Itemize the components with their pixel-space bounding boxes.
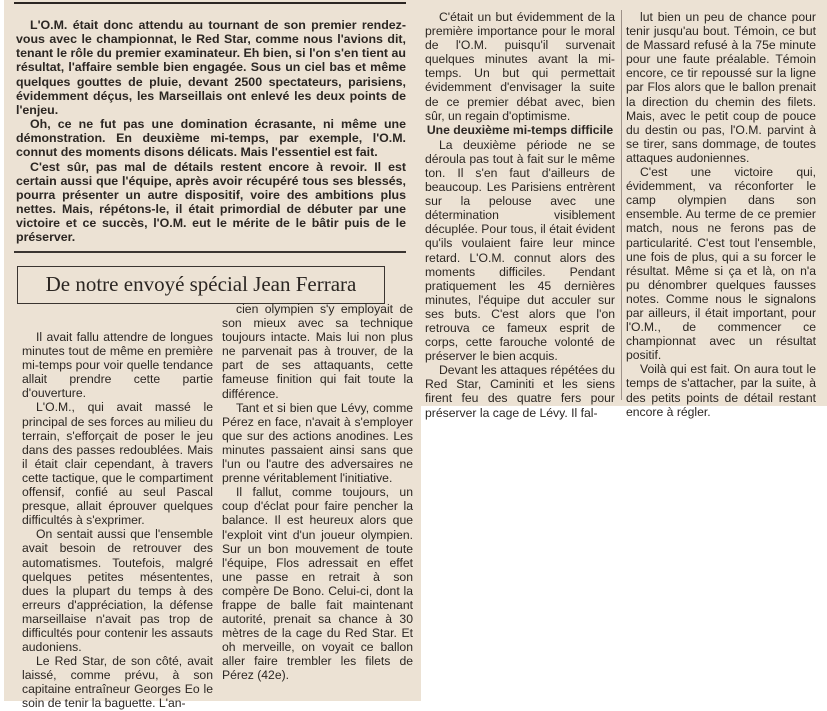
paragraph: C'est une victoire qui, évidemment, va réconforter le camp olympien dans son ensemble. Au terme de ce premier match, nous ne ferons pas de particularité. C'est tout l'ensemble, une fois de plus, qui a su forcer le résultat. Même si ça et là, on n'a pu dénombrer quelques fausses notes. Comme nous le signalons par ailleurs, il était important, pour l'O.M., de commencer ce championnat avec un résultat positif. — [626, 165, 816, 363]
intro-paragraph: L'O.M. était donc attendu au tournant de son premier rendez-vous avec le championnat, le Red Star, comme nous l'avions dit, tenant le rôle du premier examinateur. Eh bien, si l'on s'en tient au résultat, l'affaire semble bien engagée. Sous un ciel bas et même quelques gouttes de pluie, devant 2500 spectateurs, parisiens, évidemment déçus, les Marseillais ont enlevé les deux points de l'enjeu. — [16, 18, 406, 117]
article-column-2 — [222, 302, 413, 683]
subheading: Une deuxième mi-temps difficile — [426, 122, 614, 137]
paragraph: Tant et si bien que Lévy, comme Pérez en face, n'avait à s'employer que sur des actions anodines. Les minutes passaient ainsi sans que l'un ou l'autre des adversaires ne prenne véritablement l'initiative. — [222, 400, 413, 486]
section-divider — [14, 251, 406, 253]
paragraph: Devant les attaques répétées du Red Star, Caminiti et les siens firent feu des quatre fers pour préserver la cage de Lévy. Il fal- — [425, 363, 615, 420]
article-column-3 — [425, 10, 615, 420]
paragraph: lut bien un peu de chance pour tenir jusqu'au bout. Témoin, ce but de Massard refusé à la 75e minute pour une faute préalable. Témoin encore, ce tir repoussé sur la ligne par Flos alors que le ballon prenait la direction du chemin des filets. Mais, avec le petit coup de pouce du destin ou pas, l'O.M. parvint à se tirer, sans dommage, de toutes attaques audoniennes. — [626, 10, 816, 165]
intro-paragraph: C'est sûr, pas mal de détails restent encore à revoir. Il est certain aussi que l'équipe, après avoir récupéré tous ses blessés, pourra présenter un autre dispositif, voire des ambitions plus nettes. Mais, répétons-le, il était primordial de débuter par une victoire et ce succès, l'O.M. eut le mérite de le bâtir puis de le préserver. — [16, 159, 406, 245]
blank-area — [424, 407, 827, 701]
intro-block — [16, 18, 406, 245]
paragraph: Voilà qui est fait. On aura tout le temps de s'attacher, par la suite, à des petits points de détail restant encore à régler. — [626, 362, 816, 419]
top-rule — [14, 2, 406, 4]
paragraph: La deuxième période ne se déroula pas tout à fait sur le même ton. Il s'en faut d'ailleurs de beaucoup. Les Parisiens entrèrent sur la pelouse avec une détermination visiblement décuplée. Pour tous, il était évident qu'ils voulaient faire leur mince retard. L'O.M. connut alors des moments difficiles. Pendant pratiquement les 45 dernières minutes, l'équipe dut acculer sur ses buts. C'est alors que l'on retrouva ce fameux esprit de corps, cette farouche volonté de préserver le bien acquis. — [425, 137, 615, 364]
article-column-1 — [22, 330, 213, 711]
byline-box: De notre envoyé spécial Jean Ferrara — [17, 266, 385, 304]
paragraph: Il avait fallu attendre de longues minutes tout de même en première mi-temps pour voir quelle tendance allait prendre cette partie d'ouverture. — [22, 330, 213, 401]
paragraph: Le Red Star, de son côté, avait laissé, comme prévu, à son capitaine entraîneur Georges Eo le soin de tenir la baguette. L'an- — [22, 654, 213, 711]
paragraph: Il fallut, comme toujours, un coup d'éclat pour faire pencher la balance. Il est heureux alors que l'exploit vint d'un joueur olympien. Sur un bon mouvement de toute l'équipe, Flos adressait en effet une passe en retrait à son compère De Bono. Celui-ci, dont la frappe de balle fait maintenant autorité, prenait sa chance à 30 mètres de la cage du Red Star. Et oh merveille, on voyait ce ballon aller faire trembler les filets de Pérez (42e). — [222, 485, 413, 683]
column-rule — [621, 10, 622, 400]
paragraph: C'était un but évidemment de la première importance pour le moral de l'O.M. puisqu'il survenait quelques minutes avant la mi-temps. Un but qui permettait évidemment d'envisager la suite de ce premier débat avec, bien sûr, un regain d'optimisme. — [425, 10, 615, 123]
article-column-4 — [626, 10, 816, 419]
paragraph: L'O.M., qui avait massé le principal de ses forces au milieu du terrain, s'efforçait de poser le jeu dans des passes redoublées. Mais il était clair cependant, à travers cette tactique, que le compartiment offensif, confié au seul Pascal presque, allait éprouver quelques difficultés à s'exprimer. — [22, 400, 213, 528]
paragraph: cien olympien s'y employait de son mieux avec sa technique toujours intacte. Mais lui non plus ne parvenait pas à trouver, de la part de ses attaquants, cette fameuse finition qui fait toute la différence. — [222, 302, 413, 401]
intro-paragraph: Oh, ce ne fut pas une domination écrasante, ni même une démonstration. En deuxième mi-temps, par exemple, l'O.M. connut des moments disons délicats. Mais l'essentiel est fait. — [16, 117, 406, 160]
paragraph: On sentait aussi que l'ensemble avait besoin de retrouver des automatismes. Toutefois, malgré quelques petites mésententes, dues la plupart du temps à des erreurs d'appréciation, la défense marseillaise n'avait pas trop de difficultés pour contenir les assauts audoniens. — [22, 527, 213, 655]
